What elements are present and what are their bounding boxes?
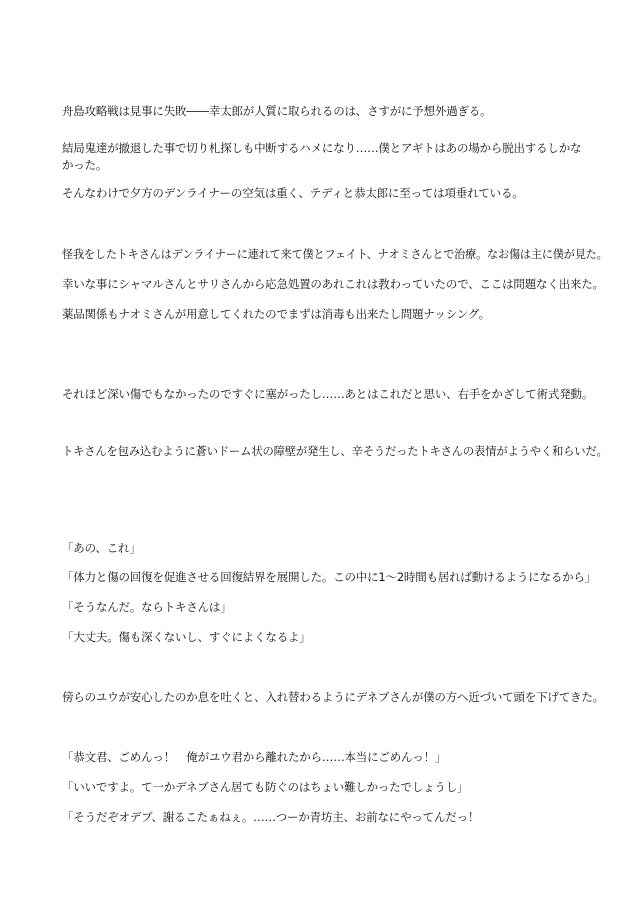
text-line-10: 「あの、これ」 [62,541,141,555]
text-line-13: 「大丈夫。傷も深くないし、すぐによくなるよ」 [62,630,311,644]
text-line-4: そんなわけで夕方のデンライナーの空気は重く、テディと恭太郎に至っては項垂れている。 [62,186,524,200]
text-line-12: 「そうなんだ。ならトキさんは」 [62,600,232,614]
text-line-15: 「恭文君、ごめんっ！ 俺がユウ君から離れたから……本当にごめんっ！」 [62,750,447,764]
text-line-1: 舟島攻略戦は見事に失敗――幸太郎が人質に取られるのは、さすがに予想外過ぎる。 [62,104,492,118]
text-line-14: 傍らのユウが安心したのか息を吐くと、入れ替わるようにデネブさんが僕の方へ近づいて頭を下げてきた。 [62,690,604,704]
text-line-11: 「体力と傷の回復を促進させる回復結界を展開した。この中に1～2時間も居れば動けるようになるから」 [62,570,597,584]
text-line-9: トキさんを包み込むように蒼いドーム状の障壁が発生し、辛そうだったトキさんの表情がようやく和らいだ。 [62,444,608,458]
text-line-3: かった。 [62,158,108,172]
text-line-16: 「いいですよ。て一かデネブさん居ても防ぐのはちょい難しかったでしょうし」 [62,780,469,794]
text-line-2: 結局鬼達が撤退した事で切り札探しも中断するハメになり……僕とアギトはあの場から脱出するしかな [62,141,582,155]
text-line-5: 怪我をしたトキさんはデンライナーに連れて来て僕とフェイト、ナオミさんとで治療。なお傷は主に僕が見た。 [62,247,608,261]
text-line-17: 「そうだぞオデブ、謝るこたぁねぇ。……つーか青坊主、お前なにやってんだっ！ [62,810,480,824]
text-line-6: 幸いな事にシャマルさんとサリさんから応急処置のあれこれは教わっていたので、ここは問題なく出来た。 [62,277,604,291]
text-line-8: それほど深い傷でもなかったのですぐに塞がったし……あとはこれだと思い、右手をかざして術式発動。 [62,387,594,401]
text-line-7: 薬品関係もナオミさんが用意してくれたのでまずは消毒も出来たし問題ナッシング。 [62,307,490,321]
